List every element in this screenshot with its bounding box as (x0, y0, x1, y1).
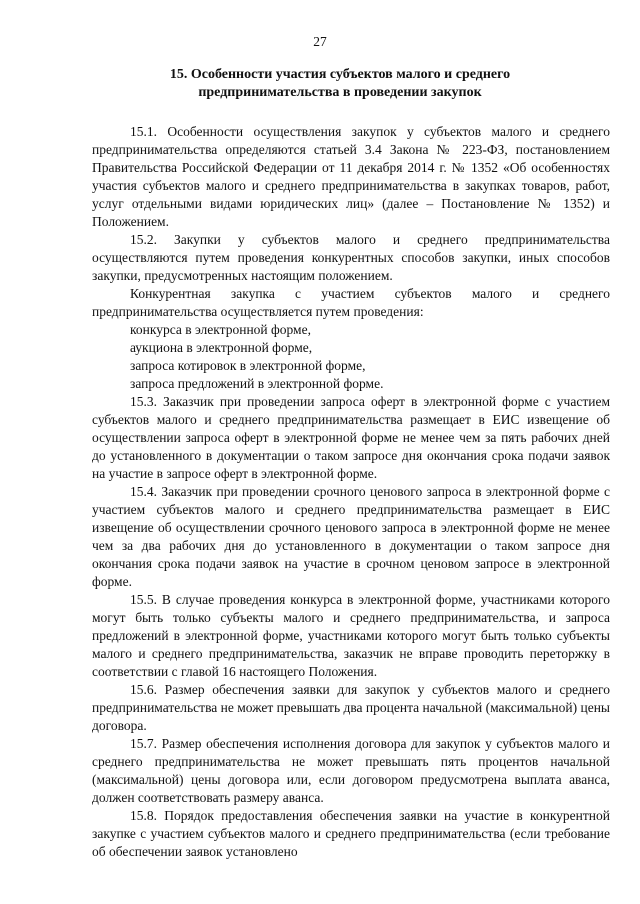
list-item: аукциона в электронной форме, (130, 340, 313, 355)
page-number: 27 (313, 34, 327, 49)
list-item: запроса предложений в электронной форме. (130, 376, 384, 391)
paragraph-15-1: 15.1. Особенности осуществления закупок у субъектов малого и среднего предпринимательства определяются статьей 3.4 Закона № 223-ФЗ, постановлением Правительства Российской Федерации от 11 декабря 2014 г. № 1352 «Об особенностях участия субъектов малого и среднего предпринимательства в закупках товаров, работ, услуг отдельными видами юридических лиц» (далее – Постановление № 1352) и Положением. (92, 124, 610, 229)
section-title-line-1: 15. Особенности участия субъектов малого и среднего (169, 67, 511, 82)
paragraph-15-5: 15.5. В случае проведения конкурса в электронной форме, участниками которого могут быть только субъекты малого и среднего предпринимательства, и запроса предложений в электронной форме, участниками которого могут быть только субъекты малого и среднего предпринимательства, заказчик не вправе проводить переторжку в соответствии с главой 16 настоящего Положения. (92, 592, 610, 679)
paragraph-15-4: 15.4. Заказчик при проведении срочного ценового запроса в электронной форме с участием субъектов малого и среднего предпринимательства размещает в ЕИС извещение об осуществлении срочного ценового запроса в электронной форме не менее чем за два рабочих дня до установленного в документации о таком запросе дня окончания срока подачи заявок на участие в срочном ценовом запросе в электронной форме. (92, 484, 610, 589)
list-item: конкурса в электронной форме, (130, 322, 311, 337)
paragraph-15-3: 15.3. Заказчик при проведении запроса оферт в электронной форме с участием субъектов малого и среднего предпринимательства размещает в ЕИС извещение об осуществлении запроса оферт в электронной форме не менее чем за пять рабочих дней до установленного в документации о таком запросе дня окончания срока подачи заявок на участие в запросе оферт в электронной форме. (92, 394, 610, 481)
document-body (92, 123, 610, 861)
section-title-line-2: предпринимательства в проведении закупок (198, 85, 482, 100)
section-title (60, 66, 620, 102)
paragraph-15-8: 15.8. Порядок предоставления обеспечения заявки на участие в конкурентной закупке с участием субъектов малого и среднего предпринимательства (если требование об обеспечении заявок установлено (92, 808, 610, 859)
paragraph-15-2: 15.2. Закупки у субъектов малого и среднего предпринимательства осуществляются путем проведения конкурентных способов закупки, иных способов закупки, предусмотренных настоящим положением. (92, 232, 610, 283)
paragraph-competitive-procurement: Конкурентная закупка с участием субъектов малого и среднего предпринимательства осуществляется путем проведения: (92, 286, 610, 319)
paragraph-15-6: 15.6. Размер обеспечения заявки для закупок у субъектов малого и среднего предпринимательства не может превышать два процента начальной (максимальной) цены договора. (92, 682, 610, 733)
paragraph-15-7: 15.7. Размер обеспечения исполнения договора для закупок у субъектов малого и среднего предпринимательства не может превышать пять процентов начальной (максимальной) цены договора или, если договором предусмотрена выплата аванса, должен соответствовать размеру аванса. (92, 736, 610, 805)
list-item: запроса котировок в электронной форме, (130, 358, 366, 373)
